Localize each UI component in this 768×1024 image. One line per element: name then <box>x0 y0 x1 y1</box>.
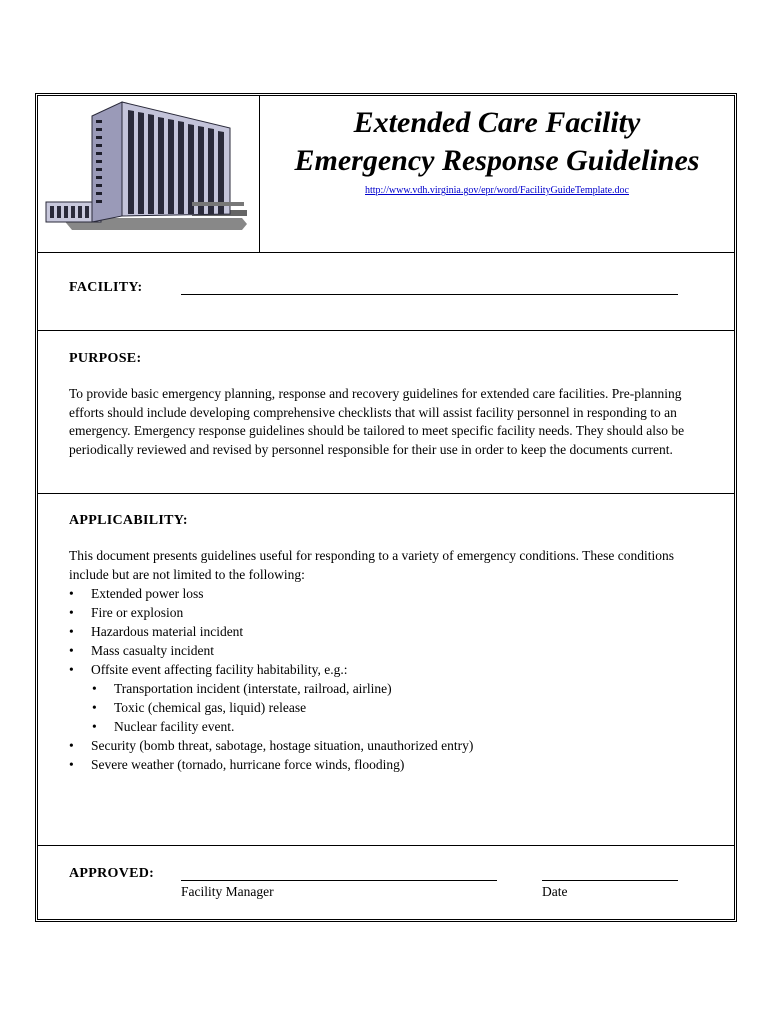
list-item: • Hazardous material incident <box>69 622 714 641</box>
sub-list-item: • Transportation incident (interstate, railroad, airline) <box>69 679 714 698</box>
sub-list-item: • Toxic (chemical gas, liquid) release <box>69 698 714 717</box>
purpose-text: To provide basic emergency planning, response and recovery guidelines for extended care facilities. Pre-planning efforts should include developing comprehensive checklists that will assist facility personnel in responding to an emergency. Emergency response guidelines should be tailored to meet specific facility needs. They should also be periodically reviewed and revised by personnel responsible for their use in order to keep the documents current. <box>69 386 685 457</box>
logo-cell <box>38 96 260 253</box>
sub-list-item: • Nuclear facility event. <box>69 717 714 736</box>
document-title-line-1: Extended Care Facility <box>353 106 641 139</box>
applicability-intro: This document presents guidelines useful for responding to a variety of emergency conditions. These conditions include but are not limited to the following: <box>69 548 674 582</box>
title-block <box>260 96 734 253</box>
list-item: • Mass casualty incident <box>69 641 714 660</box>
applicability-list <box>69 584 714 774</box>
list-item: • Security (bomb threat, sabotage, hostage situation, unauthorized entry) <box>69 736 714 755</box>
template-url-link[interactable]: http://www.vdh.virginia.gov/epr/word/FacilityGuideTemplate.doc <box>365 185 629 196</box>
manager-signature-line[interactable] <box>181 880 497 881</box>
purpose-label: PURPOSE: <box>69 351 142 366</box>
document-frame <box>35 93 737 922</box>
applicability-body <box>69 547 714 774</box>
manager-caption: Facility Manager <box>181 884 274 899</box>
facility-blank-line[interactable] <box>181 294 678 295</box>
list-item: • Severe weather (tornado, hurricane force winds, flooding) <box>69 755 714 774</box>
office-building-icon <box>42 98 252 238</box>
date-signature-line[interactable] <box>542 880 678 881</box>
approved-label: APPROVED: <box>69 866 155 881</box>
date-caption: Date <box>542 884 568 899</box>
list-item: • Offsite event affecting facility habitability, e.g.: <box>69 660 714 679</box>
header-section <box>38 96 734 253</box>
applicability-label: APPLICABILITY: <box>69 513 188 528</box>
purpose-section <box>38 331 734 494</box>
list-item: • Fire or explosion <box>69 603 714 622</box>
list-item: • Extended power loss <box>69 584 714 603</box>
applicability-section <box>38 494 734 846</box>
facility-section <box>38 253 734 331</box>
document-title-line-2: Emergency Response Guidelines <box>294 144 700 177</box>
facility-label: FACILITY: <box>69 280 143 295</box>
approved-section <box>38 846 734 919</box>
